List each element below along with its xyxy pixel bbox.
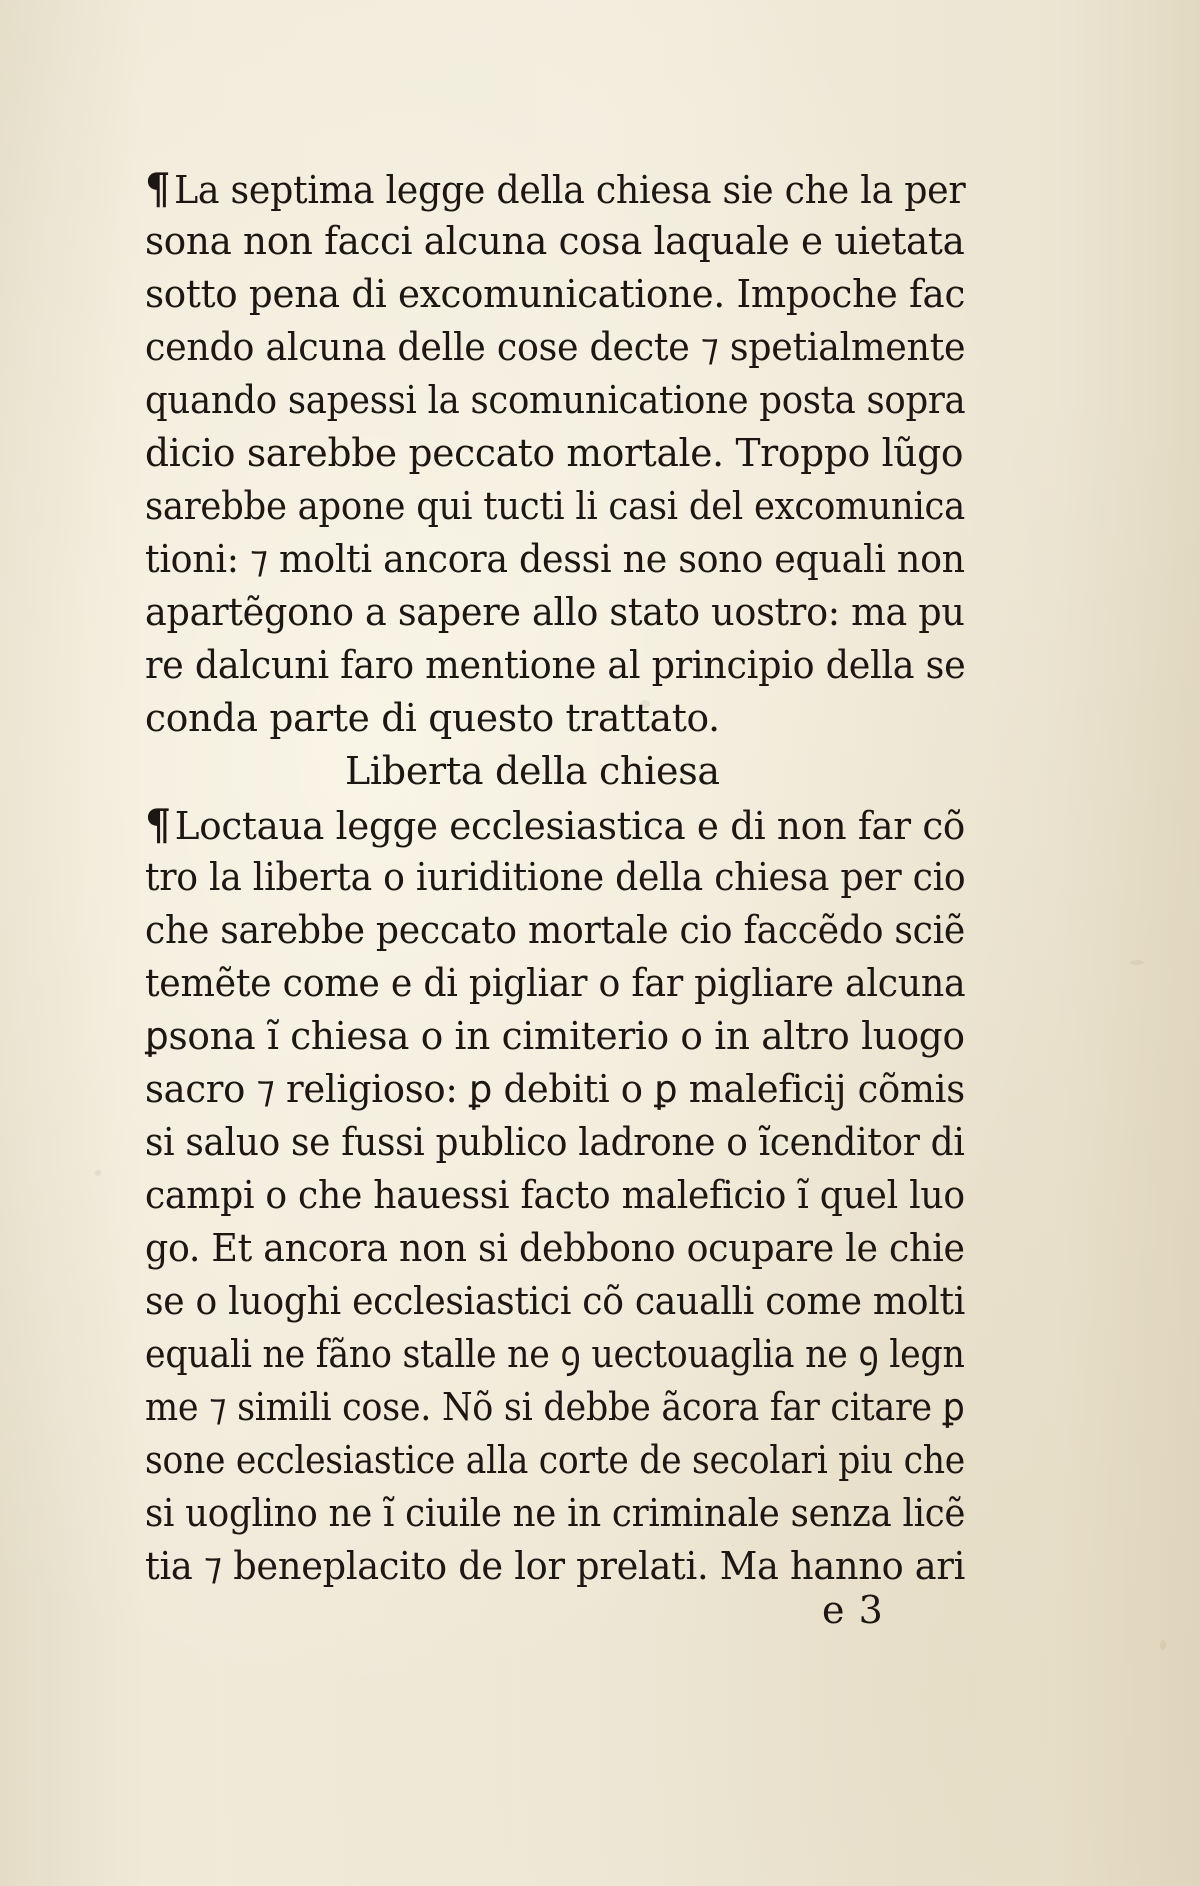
line-text: se o luoghi ecclesiastici cõ caualli come molti	[145, 1279, 965, 1323]
line-text: temẽte come e di pigliar o far pigliare alcuna	[145, 961, 966, 1005]
text-line	[145, 1010, 965, 1063]
line-text: che sarebbe peccato mortale cio faccẽdo sciẽ	[145, 908, 966, 952]
line-text: La septima legge della chiesa sie che la per	[174, 168, 966, 212]
foxing-spot	[1130, 960, 1144, 965]
text-line	[145, 957, 966, 1010]
text-line	[145, 1063, 965, 1116]
foxing-spot	[95, 1170, 101, 1176]
line-text: dicio sarebbe peccato mortale. Troppo lũgo	[145, 431, 964, 475]
text-line	[145, 851, 966, 904]
line-text: tioni: ⁊ molti ancora dessi ne sono equali non	[145, 537, 965, 581]
text-line	[145, 268, 966, 321]
line-text: sacro ⁊ religioso: ꝑ debiti o ꝑ maleficij cõmis	[145, 1067, 965, 1111]
foxing-spot	[1160, 1640, 1166, 1650]
body-text	[145, 162, 975, 1593]
line-text: quando sapessi la scomunicatione posta sopra	[145, 378, 966, 422]
line-text: apartẽgono a sapere allo stato uostro: ma pu	[145, 590, 965, 634]
text-line	[145, 321, 966, 374]
line-text: conda parte di questo trattato.	[145, 696, 720, 740]
line-text: re dalcuni faro mentione al principio della se	[145, 643, 966, 687]
text-line	[145, 215, 965, 268]
line-text: go. Et ancora non si debbono ocupare le chie	[145, 1226, 965, 1270]
text-line	[145, 904, 966, 957]
text-line	[145, 480, 965, 533]
line-text: Liberta della chiesa	[345, 749, 720, 793]
text-line	[145, 798, 966, 851]
text-line	[145, 533, 965, 586]
text-line	[145, 639, 966, 692]
line-text: si uoglino ne ĩ ciuile ne in criminale senza licẽ	[145, 1491, 966, 1535]
line-text: me ⁊ simili cose. Nõ si debbe ãcora far citare ꝑ	[145, 1385, 965, 1429]
text-line	[145, 427, 965, 480]
section-heading	[145, 745, 975, 798]
line-text: sarebbe apone qui tucti li casi del excomunica	[145, 484, 965, 528]
text-line	[145, 1487, 966, 1540]
paragraph-mark: ¶	[145, 164, 171, 213]
line-text: sona non facci alcuna cosa laquale e uietata	[145, 219, 965, 263]
paragraph-mark: ¶	[145, 800, 171, 849]
line-text: campi o che hauessi facto maleficio ĩ quel luo	[145, 1173, 965, 1217]
text-line	[145, 1116, 965, 1169]
text-line	[145, 162, 966, 215]
text-line	[145, 1381, 965, 1434]
line-text: si saluo se fussi publico ladrone o ĩcenditor di	[145, 1120, 965, 1164]
text-line	[145, 1275, 965, 1328]
line-text: cendo alcuna delle cose decte ⁊ spetialmente	[145, 325, 966, 369]
text-line	[145, 1434, 965, 1487]
signature-mark: e 3	[822, 1588, 884, 1632]
line-text: sone ecclesiastice alla corte de secolari piu che	[145, 1438, 965, 1482]
text-line	[145, 586, 965, 639]
line-text: equali ne fãno stalle ne ꝯ uectouaglia ne ꝯ legn	[145, 1332, 965, 1376]
text-line	[145, 692, 965, 745]
text-line	[145, 1222, 965, 1275]
line-text: ꝑsona ĩ chiesa o in cimiterio o in altro luogo	[145, 1014, 965, 1058]
text-line	[145, 1540, 966, 1593]
line-text: tro la liberta o iuriditione della chiesa per cio	[145, 855, 966, 899]
text-line	[145, 374, 966, 427]
text-line	[145, 1328, 965, 1381]
line-text: tia ⁊ beneplacito de lor prelati. Ma hanno ari	[145, 1544, 966, 1588]
text-line	[145, 1169, 965, 1222]
line-text: sotto pena di excomunicatione. Impoche fac	[145, 272, 966, 316]
line-text: Loctaua legge ecclesiastica e di non far cõ	[174, 804, 966, 848]
